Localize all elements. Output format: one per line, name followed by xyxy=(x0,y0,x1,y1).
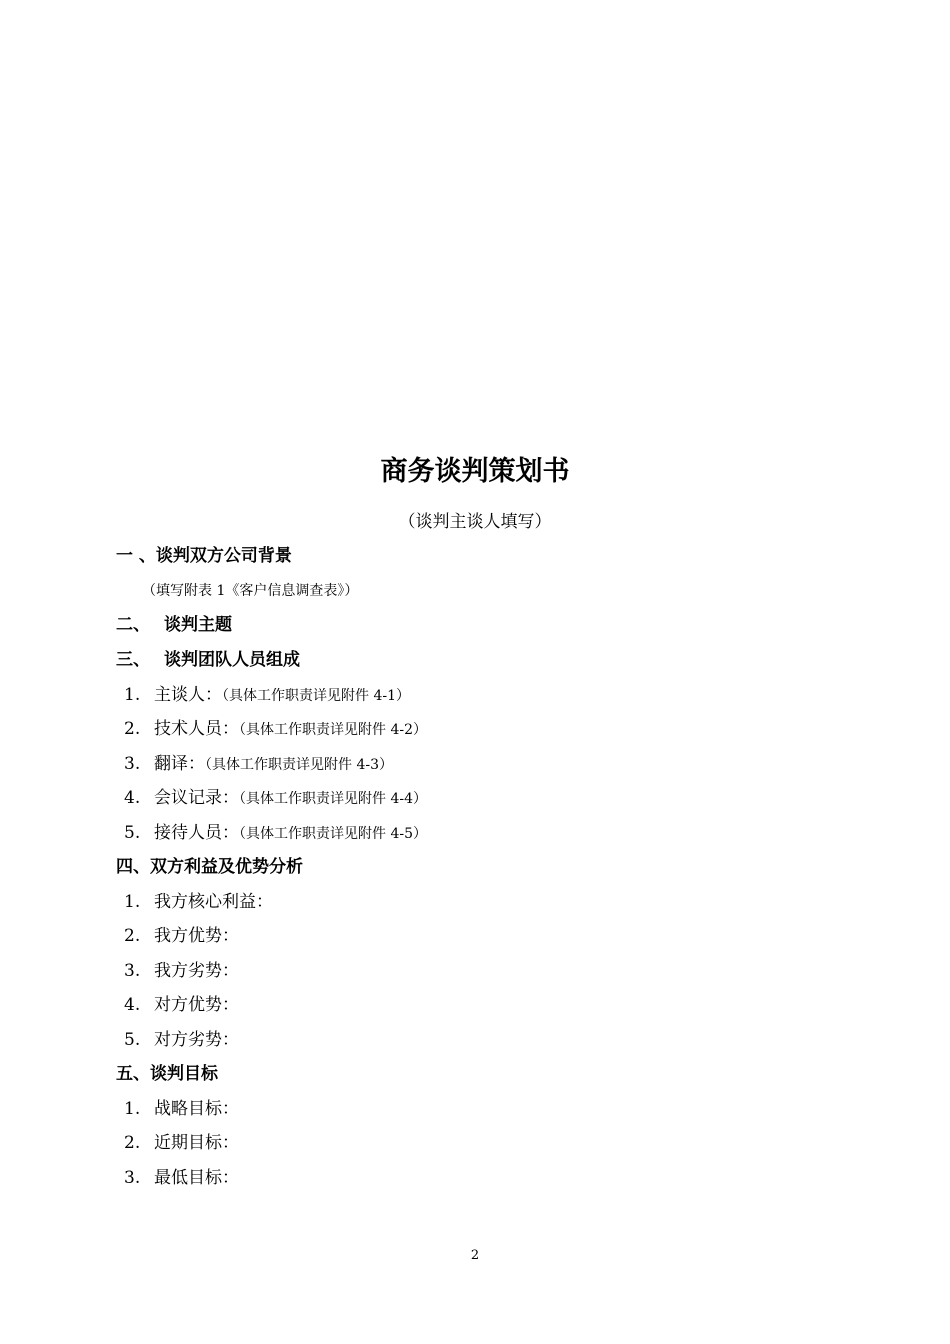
list-note: （具体工作职责详见附件 4-3） xyxy=(205,757,393,773)
list-label: 对方优势： xyxy=(154,995,239,1015)
list-item xyxy=(124,889,273,915)
list-item xyxy=(124,1165,239,1191)
list-number: 5. xyxy=(124,1030,141,1050)
list-item xyxy=(124,751,393,778)
list-item xyxy=(124,682,410,709)
list-label: 技术人员： xyxy=(154,719,239,739)
list-number: 3. xyxy=(124,1168,141,1188)
list-number: 3. xyxy=(124,754,141,774)
list-label: 对方劣势： xyxy=(154,1030,239,1050)
list-item xyxy=(124,958,239,984)
list-item xyxy=(124,923,239,949)
list-number: 5. xyxy=(124,823,141,843)
list-label: 我方核心利益： xyxy=(154,892,273,912)
list-number: 1. xyxy=(124,1099,141,1119)
list-number: 3. xyxy=(124,961,141,981)
section-number: 四、 xyxy=(116,857,150,877)
document-subtitle: （谈判主谈人填写） xyxy=(398,512,552,532)
section-number: 三、 xyxy=(116,650,150,670)
list-number: 1. xyxy=(124,685,141,705)
list-item xyxy=(124,1027,239,1053)
section-heading-background xyxy=(116,543,292,569)
list-note: （具体工作职责详见附件 4-5） xyxy=(239,826,427,842)
section-title: 谈判目标 xyxy=(150,1064,218,1084)
list-label: 战略目标： xyxy=(154,1099,239,1119)
list-label: 我方劣势： xyxy=(154,961,239,981)
list-item xyxy=(124,785,427,812)
section-number: 五、 xyxy=(116,1064,150,1084)
section-heading-team xyxy=(116,647,300,673)
list-number: 4. xyxy=(124,788,141,808)
section-heading-topic xyxy=(116,612,232,638)
list-number: 2. xyxy=(124,719,141,739)
section-number: 二、 xyxy=(116,615,150,635)
list-label: 翻译： xyxy=(154,754,205,774)
list-note: （具体工作职责详见附件 4-2） xyxy=(239,722,427,738)
list-label: 最低目标： xyxy=(154,1168,239,1188)
list-label: 会议记录： xyxy=(154,788,239,808)
list-number: 1. xyxy=(124,892,141,912)
list-item xyxy=(124,1096,239,1122)
list-item xyxy=(124,1130,239,1156)
list-note: （具体工作职责详见附件 4-1） xyxy=(222,688,410,704)
list-label: 接待人员： xyxy=(154,823,239,843)
section-note: （填写附表 1《客户信息调查表》） xyxy=(142,583,359,599)
list-label: 我方优势： xyxy=(154,926,239,946)
section-heading-goals xyxy=(116,1061,218,1087)
list-label: 近期目标： xyxy=(154,1133,239,1153)
section-number: 一 、 xyxy=(116,546,156,566)
document-title: 商务谈判策划书 xyxy=(380,456,570,487)
section-heading-analysis xyxy=(116,854,303,880)
list-item xyxy=(124,716,427,743)
section-title: 双方利益及优势分析 xyxy=(150,857,303,877)
section-title: 谈判双方公司背景 xyxy=(155,546,292,566)
list-item xyxy=(124,820,427,847)
list-number: 2. xyxy=(124,1133,141,1153)
list-number: 2. xyxy=(124,926,141,946)
list-label: 主谈人： xyxy=(154,685,222,705)
section-title: 谈判团队人员组成 xyxy=(164,650,300,670)
page-number: 2 xyxy=(470,1248,480,1263)
list-item xyxy=(124,992,239,1018)
section-title: 谈判主题 xyxy=(164,615,232,635)
list-note: （具体工作职责详见附件 4-4） xyxy=(239,791,427,807)
list-number: 4. xyxy=(124,995,141,1015)
